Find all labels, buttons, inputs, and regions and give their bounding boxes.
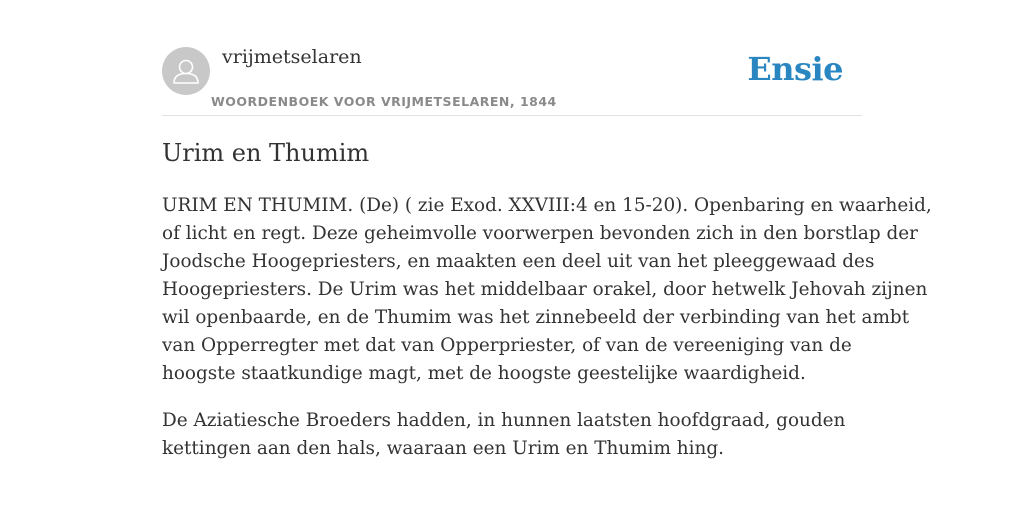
text-line: Hoogepriesters. De Urim was het middelbaar orakel, door hetwelk Jehovah zijnen xyxy=(162,279,928,300)
source-label[interactable]: WOORDENBOEK VOOR VRIJMETSELAREN, 1844 xyxy=(211,94,557,109)
article-body xyxy=(162,192,932,482)
text-line: of licht en regt. Deze geheimvolle voorwerpen bevonden zich in den borstlap der xyxy=(162,223,918,244)
text-line: van Opperregter met dat van Opperpriester, of van de vereeniging van de xyxy=(162,335,852,356)
text-line: De Aziatiesche Broeders hadden, in hunnen laatsten hoofdgraad, gouden xyxy=(162,410,846,431)
paragraph xyxy=(162,407,862,463)
text-line: kettingen aan den hals, waaraan een Urim en Thumim hing. xyxy=(162,438,724,459)
entry-header xyxy=(162,0,862,116)
text-line: URIM EN THUMIM. (De) ( zie Exod. XXVIII:4 en 15-20). Openbaring en waarheid, xyxy=(162,195,932,216)
text-line: Joodsche Hoogepriesters, en maakten een deel uit van het pleeggewaad des xyxy=(162,251,875,272)
user-silhouette-icon xyxy=(162,47,210,95)
author-name[interactable]: vrijmetselaren xyxy=(222,46,362,68)
page-title: Urim en Thumim xyxy=(162,139,370,167)
text-line: hoogste staatkundige magt, met de hoogste geestelijke waardigheid. xyxy=(162,363,806,384)
paragraph xyxy=(162,192,932,388)
brand-logo[interactable]: Ensie xyxy=(747,50,843,88)
text-line: wil openbaarde, en de Thumim was het zinnebeeld der verbinding van het ambt xyxy=(162,307,910,328)
avatar[interactable] xyxy=(162,47,210,95)
